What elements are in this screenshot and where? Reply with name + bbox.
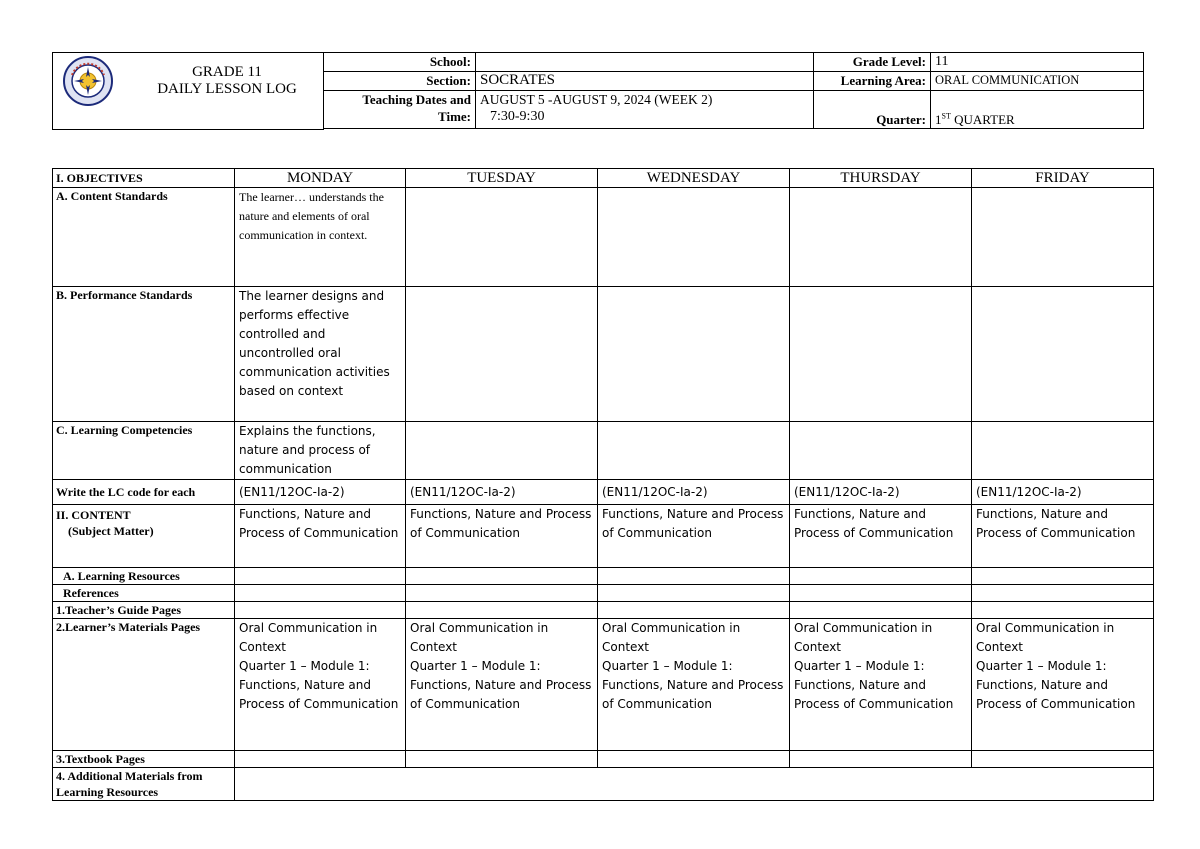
teachers-guide-tuesday xyxy=(406,602,598,619)
teachers-guide-label: 1.Teacher’s Guide Pages xyxy=(53,602,235,619)
content-standards-label: A. Content Standards xyxy=(53,188,235,287)
lm-title-monday: Oral Communication in Context xyxy=(239,621,378,654)
references-row xyxy=(53,585,1154,602)
content-friday: Functions, Nature and Process of Communication xyxy=(972,505,1154,568)
lc-code-monday: (EN11/12OC-Ia-2) xyxy=(235,480,406,505)
teachers-guide-friday xyxy=(972,602,1154,619)
learners-materials-thursday xyxy=(790,619,972,751)
textbook-friday xyxy=(972,751,1154,768)
learning-area-label: Learning Area: xyxy=(814,72,931,91)
content-wednesday: Functions, Nature and Process of Communication xyxy=(598,505,790,568)
content-monday: Functions, Nature and Process of Communication xyxy=(235,505,406,568)
additional-materials-label: 4. Additional Materials from Learning Resources xyxy=(53,768,235,801)
textbook-tuesday xyxy=(406,751,598,768)
time-text: 7:30-9:30 xyxy=(490,109,545,124)
content-heading: II. CONTENT xyxy=(56,508,131,522)
lc-code-label: Write the LC code for each xyxy=(53,480,235,505)
content-standards-friday xyxy=(972,188,1154,287)
additional-materials-value xyxy=(235,768,1154,801)
teachers-guide-monday xyxy=(235,602,406,619)
learning-resources-wednesday xyxy=(598,568,790,585)
days-header-row xyxy=(53,169,1154,188)
learning-competencies-tuesday xyxy=(406,422,598,480)
day-monday: MONDAY xyxy=(235,169,406,188)
lm-module-monday: Quarter 1 – Module 1: Functions, Nature and Process of Communication xyxy=(239,659,399,711)
lm-title-friday: Oral Communication in Context xyxy=(976,621,1115,654)
objectives-label: I. OBJECTIVES xyxy=(53,169,235,188)
references-label: References xyxy=(53,585,235,602)
textbook-thursday xyxy=(790,751,972,768)
content-standards-thursday xyxy=(790,188,972,287)
learning-resources-tuesday xyxy=(406,568,598,585)
time-label: Time: xyxy=(438,109,471,124)
daily-lesson-log-heading: DAILY LESSON LOG xyxy=(157,81,297,97)
day-tuesday: TUESDAY xyxy=(406,169,598,188)
textbook-wednesday xyxy=(598,751,790,768)
teaching-dates-label xyxy=(324,91,476,129)
lesson-log-title xyxy=(157,64,297,98)
content-thursday: Functions, Nature and Process of Communication xyxy=(790,505,972,568)
section-label: Section: xyxy=(324,72,476,91)
learning-resources-friday xyxy=(972,568,1154,585)
learning-area-value: ORAL COMMUNICATION xyxy=(931,72,1144,91)
dates-value xyxy=(476,91,814,129)
quarter-value xyxy=(931,91,1144,129)
grade-heading: GRADE 11 xyxy=(192,64,262,80)
grade-level-label: Grade Level: xyxy=(814,53,931,72)
content-standards-wednesday xyxy=(598,188,790,287)
learning-competencies-friday xyxy=(972,422,1154,480)
learning-competencies-label: C. Learning Competencies xyxy=(53,422,235,480)
day-wednesday: WEDNESDAY xyxy=(598,169,790,188)
lc-code-tuesday: (EN11/12OC-Ia-2) xyxy=(406,480,598,505)
lm-title-tuesday: Oral Communication in Context xyxy=(410,621,549,654)
additional-materials-row xyxy=(53,768,1154,801)
learning-resources-thursday xyxy=(790,568,972,585)
learners-materials-friday xyxy=(972,619,1154,751)
performance-standards-row xyxy=(53,287,1154,422)
content-standards-row xyxy=(53,188,1154,287)
lc-code-wednesday: (EN11/12OC-Ia-2) xyxy=(598,480,790,505)
lc-code-row xyxy=(53,480,1154,505)
lm-module-wednesday: Quarter 1 – Module 1: Functions, Nature and Process of Communication xyxy=(602,659,784,711)
quarter-label-text: Quarter: xyxy=(876,112,926,127)
learners-materials-label: 2.Learner’s Materials Pages xyxy=(53,619,235,751)
performance-standards-friday xyxy=(972,287,1154,422)
quarter-label xyxy=(814,91,931,129)
teachers-guide-row xyxy=(53,602,1154,619)
references-monday xyxy=(235,585,406,602)
references-thursday xyxy=(790,585,972,602)
performance-standards-tuesday xyxy=(406,287,598,422)
header-title-cell xyxy=(52,52,324,130)
grade-level-value: 11 xyxy=(931,53,1144,72)
teachers-guide-wednesday xyxy=(598,602,790,619)
lm-module-thursday: Quarter 1 – Module 1: Functions, Nature and Process of Communication xyxy=(794,659,954,711)
day-thursday: THURSDAY xyxy=(790,169,972,188)
lm-title-thursday: Oral Communication in Context xyxy=(794,621,933,654)
quarter-number: 1 xyxy=(935,112,942,127)
subject-matter-heading: (Subject Matter) xyxy=(68,524,154,538)
lesson-plan-table xyxy=(52,168,1154,801)
dates-text: AUGUST 5 -AUGUST 9, 2024 (WEEK 2) xyxy=(480,92,713,107)
references-wednesday xyxy=(598,585,790,602)
lm-module-tuesday: Quarter 1 – Module 1: Functions, Nature and Process of Communication xyxy=(410,659,592,711)
learners-materials-monday xyxy=(235,619,406,751)
header-info-table xyxy=(323,52,1144,129)
content-standards-tuesday xyxy=(406,188,598,287)
textbook-row xyxy=(53,751,1154,768)
learning-competencies-row xyxy=(53,422,1154,480)
learning-resources-monday xyxy=(235,568,406,585)
content-standards-monday: The learner… understands the nature and elements of oral communication in context. xyxy=(235,188,406,287)
performance-standards-wednesday xyxy=(598,287,790,422)
textbook-label: 3.Textbook Pages xyxy=(53,751,235,768)
performance-standards-monday: The learner designs and performs effective controlled and uncontrolled oral communication activities based on context xyxy=(235,287,406,422)
learning-resources-label: A. Learning Resources xyxy=(53,568,235,585)
quarter-superscript: ST xyxy=(941,111,951,121)
references-friday xyxy=(972,585,1154,602)
school-value xyxy=(476,53,814,72)
teachers-guide-thursday xyxy=(790,602,972,619)
lc-code-thursday: (EN11/12OC-Ia-2) xyxy=(790,480,972,505)
lm-module-friday: Quarter 1 – Module 1: Functions, Nature and Process of Communication xyxy=(976,659,1136,711)
day-friday: FRIDAY xyxy=(972,169,1154,188)
lc-code-friday: (EN11/12OC-Ia-2) xyxy=(972,480,1154,505)
deped-seal-logo xyxy=(62,55,114,107)
content-tuesday: Functions, Nature and Process of Communication xyxy=(406,505,598,568)
teaching-dates-text: Teaching Dates and xyxy=(362,92,471,107)
learners-materials-wednesday xyxy=(598,619,790,751)
learning-competencies-monday: Explains the functions, nature and process of communication xyxy=(235,422,406,480)
content-row xyxy=(53,505,1154,568)
performance-standards-thursday xyxy=(790,287,972,422)
learning-competencies-thursday xyxy=(790,422,972,480)
textbook-monday xyxy=(235,751,406,768)
learning-resources-row xyxy=(53,568,1154,585)
content-label xyxy=(53,505,235,568)
performance-standards-label: B. Performance Standards xyxy=(53,287,235,422)
learning-competencies-wednesday xyxy=(598,422,790,480)
section-value: SOCRATES xyxy=(476,72,814,91)
learners-materials-tuesday xyxy=(406,619,598,751)
lm-title-wednesday: Oral Communication in Context xyxy=(602,621,741,654)
learners-materials-row xyxy=(53,619,1154,751)
references-tuesday xyxy=(406,585,598,602)
school-label: School: xyxy=(324,53,476,72)
quarter-word: QUARTER xyxy=(950,112,1015,127)
